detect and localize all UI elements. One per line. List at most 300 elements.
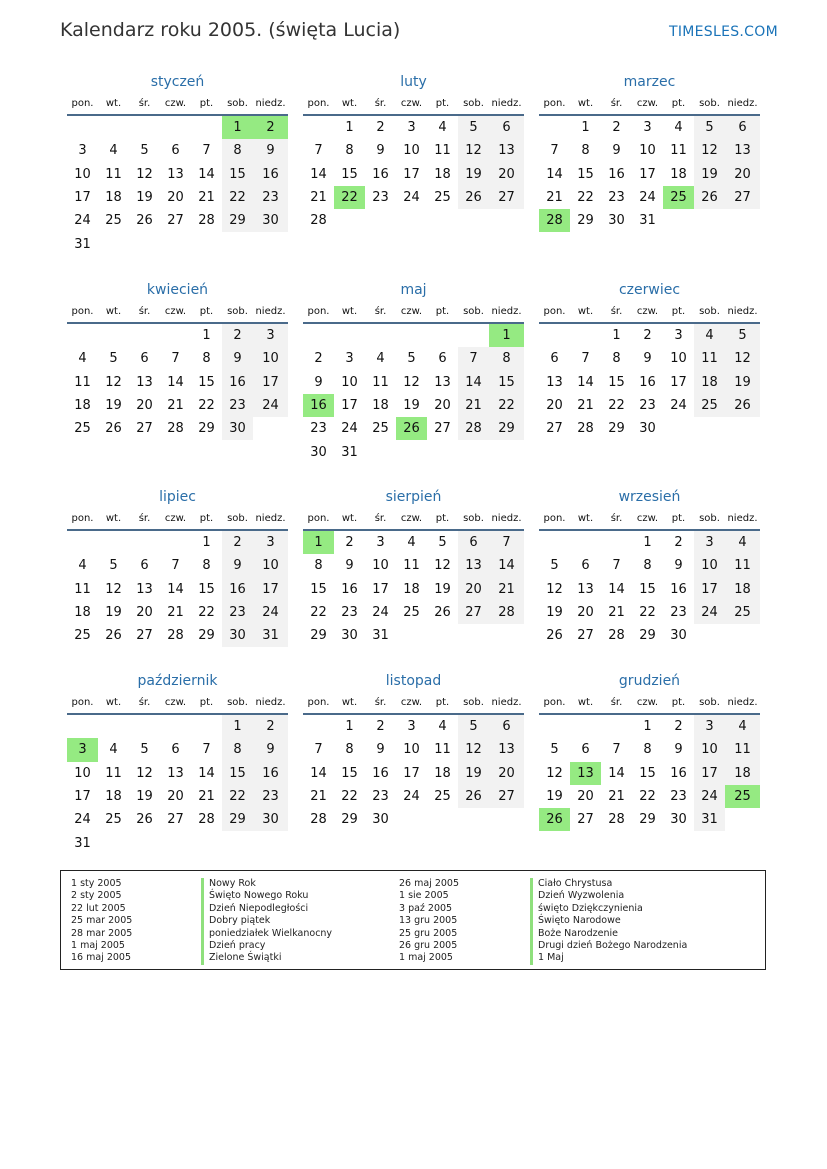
day-cell: 9: [674, 742, 683, 758]
day-cell: 5: [109, 351, 118, 367]
day-cell: 28: [198, 213, 215, 229]
weekday-label: śr.: [610, 513, 623, 524]
day-cell: 3: [694, 531, 725, 554]
day-cell: 16: [670, 581, 687, 597]
day-cell: 14: [458, 371, 489, 394]
day-cell: 13: [167, 765, 184, 781]
day-cell: 6: [171, 143, 180, 159]
day-cell: 14: [608, 765, 625, 781]
day-cell: 22: [639, 789, 656, 805]
day-cell: 15: [341, 765, 358, 781]
weekday-label: wt.: [341, 513, 358, 524]
month-4: [67, 276, 288, 440]
day-cell: 14: [167, 581, 184, 597]
weekday-label: wt.: [105, 513, 122, 524]
day-cell: 5: [458, 116, 489, 139]
weekday-label: wt.: [577, 697, 594, 708]
day-cell: 20: [577, 605, 594, 621]
legend-date: 26 maj 2005: [399, 878, 460, 889]
weekday-label: czw.: [636, 98, 659, 109]
day-cell: 24: [253, 394, 288, 417]
day-cell: 8: [643, 558, 652, 574]
day-cell: 3: [674, 328, 683, 344]
weekday-header: [539, 512, 760, 531]
empty-cell: [539, 324, 570, 347]
day-cell: 29: [198, 628, 215, 644]
day-cell: 13: [489, 139, 524, 162]
empty-cell: [98, 116, 129, 139]
month-2: [303, 68, 524, 232]
day-cell: 17: [639, 166, 656, 182]
day-cell: 27: [725, 186, 760, 209]
day-cell: 29: [310, 628, 327, 644]
empty-cell: [365, 324, 396, 347]
day-cell: 24: [694, 785, 725, 808]
day-cell: 30: [310, 444, 327, 460]
day-grid: [303, 116, 524, 232]
month-6: [539, 276, 760, 440]
day-cell: 17: [403, 765, 420, 781]
day-cell: 11: [74, 374, 91, 390]
day-cell: 28: [198, 812, 215, 828]
day-cell: 12: [458, 139, 489, 162]
day-cell: 27: [489, 186, 524, 209]
legend-holiday-name: poniedziałek Wielkanocny: [201, 928, 332, 940]
day-cell: 27: [167, 213, 184, 229]
day-cell: 22: [222, 785, 253, 808]
day-cell: 7: [171, 558, 180, 574]
day-cell: 2: [314, 351, 323, 367]
weekday-label: śr.: [374, 306, 387, 317]
day-cell: 12: [546, 581, 563, 597]
weekday-label: wt.: [341, 306, 358, 317]
day-cell: 6: [581, 558, 590, 574]
month-name: październik: [137, 673, 218, 689]
day-cell: 28: [167, 628, 184, 644]
day-cell: 6: [489, 116, 524, 139]
empty-cell: [129, 531, 160, 554]
day-cell: 6: [171, 742, 180, 758]
weekday-label: pt.: [435, 98, 450, 109]
day-cell: 17: [694, 578, 725, 601]
day-cell: 17: [372, 581, 389, 597]
day-cell: 19: [105, 605, 122, 621]
holiday-day-cell: 13: [570, 762, 601, 785]
day-cell: 4: [725, 715, 760, 738]
day-cell: 31: [341, 444, 358, 460]
day-cell: 28: [608, 628, 625, 644]
legend-holiday-name: Dzień Wyzwolenia: [530, 890, 687, 902]
day-cell: 24: [639, 190, 656, 206]
day-cell: 8: [345, 742, 354, 758]
month-3: [539, 68, 760, 232]
day-cell: 18: [434, 166, 451, 182]
day-cell: 5: [407, 351, 416, 367]
day-cell: 12: [546, 765, 563, 781]
day-cell: 25: [434, 789, 451, 805]
legend-date: 22 lut 2005: [71, 902, 126, 914]
day-cell: 3: [407, 719, 416, 735]
day-cell: 28: [167, 421, 184, 437]
weekday-label: sob.: [699, 98, 720, 109]
day-cell: 20: [546, 398, 563, 414]
day-cell: 18: [403, 581, 420, 597]
legend-date: 3 paź 2005: [399, 902, 453, 914]
day-cell: 11: [725, 738, 760, 761]
day-cell: 11: [434, 143, 451, 159]
day-cell: 15: [222, 762, 253, 785]
day-cell: 27: [577, 812, 594, 828]
day-cell: 29: [341, 812, 358, 828]
day-grid: [539, 324, 760, 440]
day-cell: 12: [105, 374, 122, 390]
day-cell: 8: [222, 738, 253, 761]
weekday-label: pon.: [307, 697, 330, 708]
weekday-label: pon.: [543, 306, 566, 317]
legend-holiday-name: Drugi dzień Bożego Narodzenia: [530, 940, 687, 952]
day-cell: 15: [608, 374, 625, 390]
day-cell: 29: [198, 421, 215, 437]
month-name: listopad: [385, 673, 442, 689]
day-cell: 16: [372, 166, 389, 182]
day-cell: 28: [489, 601, 524, 624]
day-cell: 3: [253, 324, 288, 347]
day-cell: 26: [105, 421, 122, 437]
month-name: grudzień: [618, 673, 681, 689]
day-cell: 5: [438, 535, 447, 551]
day-cell: 21: [167, 605, 184, 621]
month-8: [303, 483, 524, 647]
empty-cell: [539, 531, 570, 554]
legend-holiday-name: Dobry piątek: [201, 915, 332, 927]
weekday-label: niedz.: [491, 98, 522, 109]
weekday-label: wt.: [341, 98, 358, 109]
day-cell: 21: [198, 190, 215, 206]
day-cell: 2: [612, 120, 621, 136]
day-cell: 23: [222, 601, 253, 624]
day-cell: 21: [458, 394, 489, 417]
day-cell: 27: [458, 601, 489, 624]
day-cell: 12: [725, 347, 760, 370]
day-cell: 29: [639, 812, 656, 828]
holiday-day-cell: 28: [539, 209, 570, 232]
day-cell: 20: [489, 762, 524, 785]
day-cell: 9: [612, 143, 621, 159]
day-cell: 5: [694, 116, 725, 139]
day-cell: 19: [546, 789, 563, 805]
day-cell: 16: [608, 166, 625, 182]
weekday-label: pt.: [435, 306, 450, 317]
day-cell: 15: [198, 374, 215, 390]
day-cell: 2: [376, 120, 385, 136]
day-cell: 9: [674, 558, 683, 574]
day-cell: 23: [639, 398, 656, 414]
day-cell: 6: [725, 116, 760, 139]
day-cell: 21: [608, 605, 625, 621]
day-cell: 5: [550, 742, 559, 758]
day-cell: 15: [310, 581, 327, 597]
month-name: maj: [400, 282, 427, 298]
day-cell: 9: [253, 738, 288, 761]
day-cell: 4: [109, 742, 118, 758]
day-cell: 25: [105, 213, 122, 229]
day-cell: 3: [376, 535, 385, 551]
day-cell: 18: [74, 605, 91, 621]
day-cell: 15: [639, 765, 656, 781]
day-cell: 5: [550, 558, 559, 574]
weekday-label: pt.: [671, 306, 686, 317]
day-cell: 26: [725, 394, 760, 417]
day-cell: 23: [608, 190, 625, 206]
day-cell: 2: [222, 531, 253, 554]
empty-cell: [601, 531, 632, 554]
weekday-label: czw.: [636, 697, 659, 708]
legend-dates-right: [399, 878, 459, 965]
month-9: [539, 483, 760, 647]
day-cell: 18: [434, 765, 451, 781]
day-cell: 19: [105, 398, 122, 414]
day-cell: 19: [458, 762, 489, 785]
day-cell: 4: [407, 535, 416, 551]
day-cell: 12: [458, 738, 489, 761]
day-cell: 24: [372, 605, 389, 621]
weekday-label: czw.: [164, 306, 187, 317]
day-cell: 13: [167, 166, 184, 182]
legend-holiday-name: Zielone Świątki: [201, 952, 332, 964]
day-cell: 16: [253, 762, 288, 785]
day-cell: 22: [341, 789, 358, 805]
legend-date: 28 mar 2005: [71, 927, 133, 939]
empty-cell: [160, 715, 191, 738]
day-cell: 6: [140, 351, 149, 367]
page-title: Kalendarz roku 2005. (święta Lucia): [60, 19, 401, 41]
day-cell: 31: [639, 213, 656, 229]
empty-cell: [334, 324, 365, 347]
day-cell: 12: [403, 374, 420, 390]
day-cell: 10: [694, 554, 725, 577]
weekday-label: niedz.: [491, 513, 522, 524]
day-cell: 4: [438, 719, 447, 735]
day-cell: 14: [198, 166, 215, 182]
weekday-header: [67, 97, 288, 116]
empty-cell: [303, 324, 334, 347]
weekday-label: czw.: [400, 98, 423, 109]
day-cell: 22: [310, 605, 327, 621]
empty-cell: [396, 324, 427, 347]
day-cell: 7: [458, 347, 489, 370]
day-cell: 8: [202, 558, 211, 574]
day-cell: 26: [546, 628, 563, 644]
weekday-label: czw.: [164, 697, 187, 708]
day-cell: 24: [403, 789, 420, 805]
month-name: kwiecień: [146, 282, 209, 298]
month-name: sierpień: [385, 489, 442, 505]
weekday-label: pt.: [435, 697, 450, 708]
day-cell: 15: [341, 166, 358, 182]
day-cell: 4: [694, 324, 725, 347]
day-cell: 24: [253, 601, 288, 624]
holiday-day-cell: 2: [253, 116, 288, 139]
weekday-label: wt.: [577, 98, 594, 109]
weekday-label: pt.: [199, 513, 214, 524]
day-cell: 3: [694, 715, 725, 738]
legend-holiday-name: Dzień Niepodległości: [201, 903, 332, 915]
day-cell: 16: [372, 765, 389, 781]
day-cell: 10: [253, 554, 288, 577]
day-cell: 18: [74, 398, 91, 414]
holiday-day-cell: 22: [334, 186, 365, 209]
legend-holiday-name: Boże Narodzenie: [530, 928, 687, 940]
day-cell: 11: [74, 581, 91, 597]
day-cell: 7: [202, 143, 211, 159]
day-cell: 7: [612, 558, 621, 574]
day-cell: 13: [725, 139, 760, 162]
day-cell: 10: [694, 738, 725, 761]
holiday-day-cell: 25: [725, 785, 760, 808]
legend-holiday-name: Dzień pracy: [201, 940, 332, 952]
day-cell: 24: [694, 601, 725, 624]
day-cell: 23: [372, 190, 389, 206]
day-cell: 2: [643, 328, 652, 344]
weekday-label: pt.: [199, 306, 214, 317]
weekday-label: pt.: [199, 697, 214, 708]
day-cell: 30: [222, 624, 253, 647]
weekday-label: pon.: [543, 98, 566, 109]
day-cell: 9: [376, 143, 385, 159]
day-cell: 31: [253, 624, 288, 647]
month-name: wrzesień: [618, 489, 681, 505]
day-cell: 5: [725, 324, 760, 347]
weekday-label: niedz.: [727, 98, 758, 109]
day-cell: 13: [458, 554, 489, 577]
day-cell: 12: [694, 139, 725, 162]
day-cell: 27: [136, 628, 153, 644]
day-cell: 19: [546, 605, 563, 621]
day-cell: 16: [341, 581, 358, 597]
day-cell: 29: [608, 421, 625, 437]
day-cell: 26: [136, 812, 153, 828]
day-cell: 22: [198, 398, 215, 414]
day-cell: 13: [489, 738, 524, 761]
legend-holiday-name: Święto Nowego Roku: [201, 890, 332, 902]
weekday-label: czw.: [164, 98, 187, 109]
weekday-label: śr.: [610, 697, 623, 708]
day-cell: 11: [403, 558, 420, 574]
day-cell: 13: [577, 581, 594, 597]
day-cell: 4: [438, 120, 447, 136]
weekday-label: pt.: [199, 98, 214, 109]
empty-cell: [129, 116, 160, 139]
weekday-label: czw.: [164, 513, 187, 524]
day-cell: 30: [639, 421, 656, 437]
weekday-label: pon.: [307, 306, 330, 317]
month-12: [539, 667, 760, 831]
day-cell: 16: [222, 578, 253, 601]
day-cell: 13: [434, 374, 451, 390]
day-cell: 13: [136, 581, 153, 597]
legend-holiday-name: Ciało Chrystusa: [530, 878, 687, 890]
day-cell: 23: [670, 605, 687, 621]
day-cell: 1: [581, 120, 590, 136]
weekday-label: sob.: [699, 513, 720, 524]
weekday-label: pon.: [71, 306, 94, 317]
day-cell: 10: [253, 347, 288, 370]
weekday-label: niedz.: [491, 697, 522, 708]
weekday-label: pt.: [671, 697, 686, 708]
weekday-label: niedz.: [255, 98, 286, 109]
day-cell: 26: [434, 605, 451, 621]
weekday-label: sob.: [227, 98, 248, 109]
day-cell: 9: [345, 558, 354, 574]
day-cell: 11: [670, 143, 687, 159]
weekday-label: niedz.: [255, 697, 286, 708]
day-cell: 25: [694, 394, 725, 417]
day-grid: [539, 116, 760, 232]
empty-cell: [601, 715, 632, 738]
day-cell: 28: [608, 812, 625, 828]
day-cell: 22: [608, 398, 625, 414]
day-cell: 20: [577, 789, 594, 805]
day-cell: 4: [78, 351, 87, 367]
day-cell: 10: [74, 765, 91, 781]
day-cell: 27: [136, 421, 153, 437]
day-cell: 19: [403, 398, 420, 414]
day-cell: 3: [643, 120, 652, 136]
day-cell: 19: [136, 789, 153, 805]
weekday-header: [303, 512, 524, 531]
brand-link[interactable]: TIMESLES.COM: [669, 24, 778, 40]
empty-cell: [303, 116, 334, 139]
weekday-label: sob.: [227, 513, 248, 524]
day-cell: 30: [670, 812, 687, 828]
day-cell: 15: [577, 166, 594, 182]
day-grid: [67, 116, 288, 256]
empty-cell: [303, 715, 334, 738]
day-cell: 3: [78, 143, 87, 159]
day-cell: 11: [105, 765, 122, 781]
day-cell: 10: [341, 374, 358, 390]
weekday-header: [67, 696, 288, 715]
day-cell: 7: [489, 531, 524, 554]
legend-names-right: [530, 878, 687, 965]
empty-cell: [129, 324, 160, 347]
day-cell: 28: [577, 421, 594, 437]
weekday-label: czw.: [636, 306, 659, 317]
day-cell: 20: [136, 398, 153, 414]
empty-cell: [160, 116, 191, 139]
weekday-label: wt.: [577, 513, 594, 524]
day-cell: 21: [167, 398, 184, 414]
day-cell: 6: [458, 531, 489, 554]
legend-date: 1 sie 2005: [399, 890, 449, 902]
day-cell: 30: [372, 812, 389, 828]
legend-dates-left: [71, 878, 132, 965]
day-cell: 1: [202, 535, 211, 551]
day-cell: 11: [105, 166, 122, 182]
day-cell: 10: [670, 351, 687, 367]
day-cell: 19: [694, 163, 725, 186]
day-cell: 21: [198, 789, 215, 805]
day-cell: 19: [725, 371, 760, 394]
weekday-header: [67, 512, 288, 531]
empty-cell: [191, 715, 222, 738]
day-cell: 2: [345, 535, 354, 551]
weekday-label: niedz.: [727, 306, 758, 317]
weekday-label: sob.: [227, 306, 248, 317]
day-cell: 28: [310, 812, 327, 828]
weekday-label: sob.: [699, 697, 720, 708]
legend-holiday-name: święto Dziękczynienia: [530, 903, 687, 915]
